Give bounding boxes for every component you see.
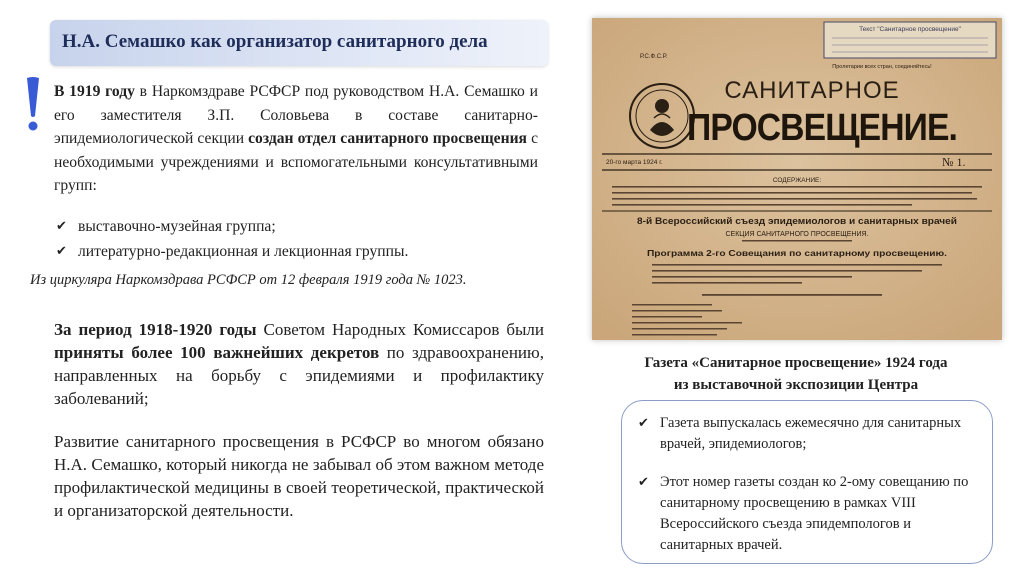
intro-text-c: с необходимыми учреждениями и вспомогательными консультативными групп: xyxy=(54,130,538,194)
page-title: Н.А. Семашко как организатор санитарного дела xyxy=(62,31,488,52)
newspaper-stamp: Текст "Санитарное просвещение" xyxy=(859,26,961,33)
intro-paragraph xyxy=(54,80,538,198)
newspaper-header-left: Р.С.Ф.С.Р. xyxy=(640,54,668,60)
title-bar xyxy=(50,20,548,66)
list-item-text: Этот номер газеты создан ко 2-ому совещанию по санитарному просвещению в рамках VIII Всероссийского съезда эпидемпологов и санитарных врачей. xyxy=(660,474,969,553)
newspaper-issue-number: № 1. xyxy=(942,155,966,169)
semashko-paragraph: Развитие санитарного просвещения в РСФСР во многом обязано Н.А. Семашко, который никогда не забывал об этом важном методе профилактической медицины в своей теоретической, практической и организаторской деятельности. xyxy=(54,432,544,520)
list-item xyxy=(54,239,538,264)
list-item xyxy=(54,214,538,239)
exclamation-icon xyxy=(22,76,44,132)
newspaper-caption xyxy=(596,352,996,396)
groups-list xyxy=(54,214,538,264)
check-icon: ✔ xyxy=(56,244,67,259)
newspaper-scan xyxy=(592,18,1002,340)
info-list xyxy=(636,413,976,556)
newspaper-contents-label: СОДЕРЖАНИЕ: xyxy=(772,177,822,184)
citation: Из циркуляра Наркомздрава РСФСР от 12 февраля 1919 года № 1023. xyxy=(30,272,467,288)
check-icon: ✔ xyxy=(638,475,649,490)
newspaper-image xyxy=(592,18,1002,340)
newspaper-congress-title: 8-й Всероссийский съезд эпидемиологов и санитарных врачей xyxy=(637,216,957,226)
newspaper-masthead-2: ПРОСВЕЩЕНИЕ. xyxy=(687,107,957,149)
intro-dept: создан отдел санитарного просвещения xyxy=(248,130,527,147)
decrees-count: приняты более 100 важнейших декретов xyxy=(54,343,380,362)
check-icon: ✔ xyxy=(638,416,649,431)
newspaper-program-title: Программа 2-го Совещания по санитарному просвещению. xyxy=(647,249,947,258)
intro-year: В 1919 году xyxy=(54,83,135,100)
decrees-paragraph xyxy=(54,318,544,410)
list-item xyxy=(636,413,976,455)
list-item-text: выставочно-музейная группа; xyxy=(78,218,276,235)
newspaper-section-title: СЕКЦИЯ САНИТАРНОГО ПРОСВЕЩЕНИЯ. xyxy=(725,231,869,238)
decrees-text-b: Советом Народных Комиссаров были xyxy=(256,320,545,339)
newspaper-masthead-1: САНИТАРНОЕ xyxy=(724,77,900,104)
list-item xyxy=(636,472,976,556)
caption-line-2: из выставочной экспозиции Центра xyxy=(673,377,919,393)
decrees-period: За период 1918-1920 годы xyxy=(54,320,257,339)
list-item-text: Газета выпускалась ежемесячно для санитарных врачей, эпидемиологов; xyxy=(660,415,962,452)
info-box xyxy=(621,400,993,564)
decrees-text-d: по здравоохранению, направленных на борьбу с эпидемиями и профилактику заболеваний; xyxy=(54,343,544,408)
list-item-text: литературно-редакционная и лекционная группы. xyxy=(78,243,409,260)
newspaper-header-right: Пролетарии всех стран, соединяйтесь! xyxy=(832,64,932,70)
check-icon: ✔ xyxy=(56,219,67,234)
newspaper-issue-date: 20-го марта 1924 г. xyxy=(606,159,663,166)
caption-line-1: Газета «Санитарное просвещение» 1924 года xyxy=(644,355,948,371)
intro-text-a: в Наркомздраве РСФСР под руководством Н.А. Семашко и его заместителя З.П. Соловьева в составе санитарно-эпидемиологической секции xyxy=(54,83,538,147)
